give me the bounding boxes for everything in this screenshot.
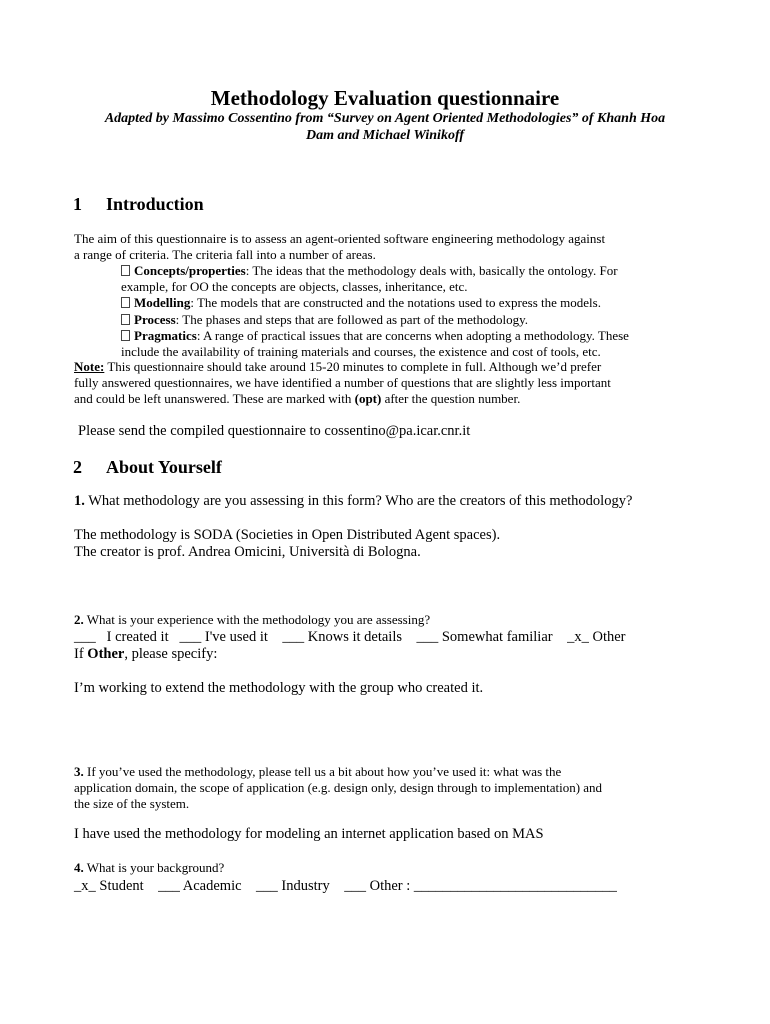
question-4-options: _x_ Student ___ Academic ___ Industry ___ Other : ____________________________ xyxy=(74,878,617,894)
question-4-number: 4. xyxy=(74,860,84,875)
bullet-term: Concepts/properties xyxy=(134,263,246,278)
question-3-line-3: the size of the system. xyxy=(74,796,190,811)
bullet-box-icon xyxy=(121,330,130,341)
answer-1 xyxy=(74,527,500,561)
question-2-specify xyxy=(74,646,217,663)
bullet-text: : The ideas that the methodology deals with, basically the ontology. For xyxy=(245,263,618,278)
bullet-text-continued: example, for OO the concepts are objects, classes, inheritance, etc. xyxy=(121,279,468,294)
question-4-text: What is your background? xyxy=(83,860,225,875)
section-1-number: 1 xyxy=(73,194,82,214)
answer-2: I’m working to extend the methodology with the group who created it. xyxy=(74,680,484,696)
note-line-2: fully answered questionnaires, we have identified a number of questions that are slightly less important xyxy=(74,375,611,390)
section-2-title: About Yourself xyxy=(106,457,222,477)
question-1-text: What methodology are you assessing in this form? Who are the creators of this methodology? xyxy=(84,493,633,509)
bullet-text: : The phases and steps that are followed as part of the methodology. xyxy=(175,312,528,327)
note-opt: (opt) xyxy=(354,391,382,406)
answer-1-line-2: The creator is prof. Andrea Omicini, Università di Bologna. xyxy=(74,544,421,560)
section-2-heading xyxy=(73,457,222,478)
intro-paragraph xyxy=(74,231,605,263)
note-line-3b: after the question number. xyxy=(381,391,521,406)
answer-1-line-1: The methodology is SODA (Societies in Open Distributed Agent spaces). xyxy=(74,527,501,543)
section-1-title: Introduction xyxy=(106,194,204,214)
note-label: Note: xyxy=(74,359,105,374)
document-subtitle xyxy=(60,110,710,144)
question-1-number: 1. xyxy=(74,493,85,509)
bullet-modelling xyxy=(121,295,601,311)
note-line-3a: and could be left unanswered. These are marked with xyxy=(74,391,355,406)
bullet-box-icon xyxy=(121,265,130,276)
bullet-pragmatics xyxy=(121,328,629,360)
question-2-text: What is your experience with the methodology you are assessing? xyxy=(83,612,431,627)
note-line-1: This questionnaire should take around 15-20 minutes to complete in full. Although we’d prefer xyxy=(104,359,602,374)
specify-other: Other xyxy=(87,646,125,662)
subtitle-line-2: Dam and Michael Winikoff xyxy=(305,128,465,143)
question-1 xyxy=(74,493,632,510)
subtitle-line-1: Adapted by Massimo Cossentino from “Survey on Agent Oriented Methodologies” of Khanh Hoa xyxy=(104,111,666,126)
bullet-term: Pragmatics xyxy=(134,328,197,343)
note-paragraph xyxy=(74,359,611,407)
intro-line-2: a range of criteria. The criteria fall into a number of areas. xyxy=(74,247,376,262)
send-instructions: Please send the compiled questionnaire to cossentino@pa.icar.cnr.it xyxy=(78,423,471,439)
specify-prefix: If xyxy=(74,646,88,662)
bullet-concepts xyxy=(121,263,618,295)
section-2-number: 2 xyxy=(73,457,82,477)
bullet-text-continued: include the availability of training materials and courses, the existence and cost of tools, etc. xyxy=(121,344,601,359)
question-2-number: 2. xyxy=(74,612,84,627)
question-3-line-1: If you’ve used the methodology, please tell us a bit about how you’ve used it: what was the xyxy=(83,764,562,779)
bullet-text: : A range of practical issues that are concerns when adopting a methodology. These xyxy=(196,328,629,343)
specify-suffix: , please specify: xyxy=(124,646,218,662)
intro-line-1: The aim of this questionnaire is to assess an agent-oriented software engineering methodology against xyxy=(74,231,606,246)
question-2-options: ___ I created it ___ I've used it ___ Knows it details ___ Somewhat familiar _x_ Other xyxy=(74,629,626,645)
question-3 xyxy=(74,764,602,812)
question-3-line-2: application domain, the scope of application (e.g. design only, design through to implementation) and xyxy=(74,780,603,795)
bullet-process xyxy=(121,312,528,328)
question-2 xyxy=(74,612,430,628)
bullet-text: : The models that are constructed and the notations used to express the models. xyxy=(190,295,601,310)
section-1-heading xyxy=(73,194,204,215)
bullet-box-icon xyxy=(121,297,130,308)
bullet-term: Process xyxy=(134,312,176,327)
document-title: Methodology Evaluation questionnaire xyxy=(210,86,560,110)
answer-3: I have used the methodology for modeling an internet application based on MAS xyxy=(74,826,544,842)
question-3-number: 3. xyxy=(74,764,84,779)
question-4 xyxy=(74,860,224,876)
bullet-term: Modelling xyxy=(134,295,191,310)
bullet-box-icon xyxy=(121,314,130,325)
